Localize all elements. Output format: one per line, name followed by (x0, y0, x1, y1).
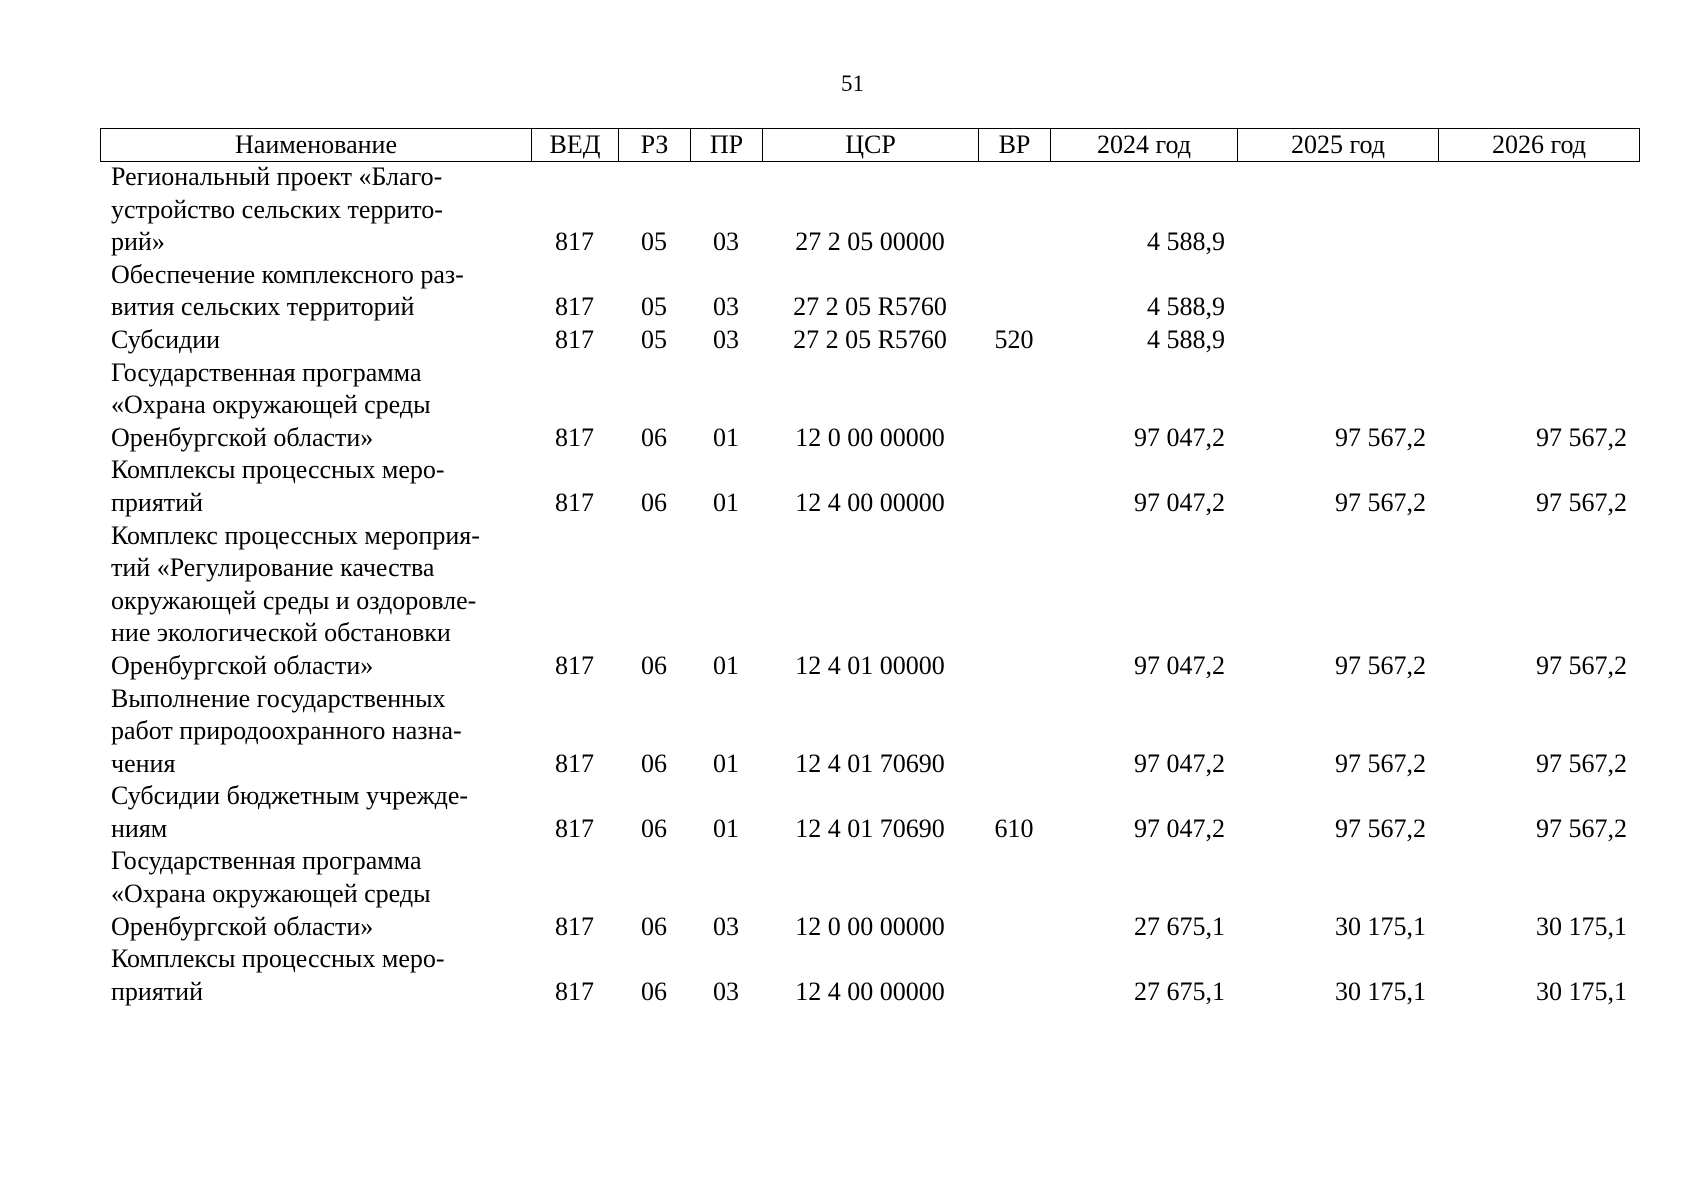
col-header-rz: РЗ (619, 129, 691, 162)
row-rz: 05 (641, 324, 667, 354)
row-rz: 05 (641, 227, 667, 257)
row-amount-2025: 97 567,2 (1335, 487, 1426, 517)
row-csr: 12 4 00 00000 (795, 487, 945, 517)
row-rz: 06 (641, 911, 667, 941)
col-header-2026: 2026 год (1439, 129, 1640, 162)
row-rz: 05 (641, 292, 667, 322)
row-amount-2026: 30 175,1 (1536, 976, 1627, 1006)
row-ved: 817 (555, 324, 594, 354)
table-row (100, 454, 1639, 519)
row-ved: 817 (555, 813, 594, 843)
row-vr (978, 520, 1050, 683)
row-amount-2026: 97 567,2 (1536, 650, 1627, 680)
row-rz: 06 (641, 487, 667, 517)
row-amount-2024: 4 588,9 (1147, 227, 1225, 257)
row-ved: 817 (555, 748, 594, 778)
row-vr (978, 683, 1050, 781)
row-amount-2024: 27 675,1 (1134, 976, 1225, 1006)
row-ved: 817 (555, 487, 594, 517)
row-csr: 27 2 05 R5760 (793, 324, 947, 354)
row-ved: 817 (555, 292, 594, 322)
table-row (100, 357, 1639, 455)
row-vr (978, 845, 1050, 943)
col-header-pr: ПР (691, 129, 763, 162)
row-pr: 01 (713, 748, 739, 778)
row-name: Обеспечение комплексного раз- вития сельских территорий (111, 259, 464, 322)
row-vr: 520 (994, 324, 1034, 354)
row-name: Региональный проект «Благо- устройство сельских террито- рий» (111, 162, 443, 257)
row-ved: 817 (555, 911, 594, 941)
row-amount-2024: 27 675,1 (1134, 911, 1225, 941)
row-amount-2026: 97 567,2 (1536, 748, 1627, 778)
row-ved: 817 (555, 976, 594, 1006)
row-ved: 817 (555, 422, 594, 452)
row-amount-2024: 4 588,9 (1147, 324, 1225, 354)
row-ved: 817 (555, 650, 594, 680)
row-pr: 03 (713, 976, 739, 1006)
row-csr: 12 4 00 00000 (795, 976, 945, 1006)
table-row (100, 520, 1639, 683)
row-pr: 01 (713, 487, 739, 517)
row-amount-2024: 4 588,9 (1147, 292, 1225, 322)
row-pr: 03 (713, 324, 739, 354)
row-name: Комплексы процессных меро- приятий (111, 455, 445, 517)
row-csr: 12 4 01 70690 (795, 813, 945, 843)
row-amount-2025 (1237, 161, 1438, 259)
row-pr: 03 (713, 292, 739, 322)
row-amount-2025: 30 175,1 (1335, 911, 1426, 941)
row-amount-2026: 97 567,2 (1536, 487, 1627, 517)
col-header-csr: ЦСР (763, 129, 979, 162)
page-number: 51 (841, 71, 864, 96)
row-amount-2026: 30 175,1 (1536, 911, 1627, 941)
table-row (100, 683, 1639, 781)
row-amount-2026 (1438, 259, 1639, 324)
row-pr: 03 (713, 227, 739, 257)
row-vr (978, 357, 1050, 455)
row-amount-2025: 97 567,2 (1335, 813, 1426, 843)
row-name: Государственная программа «Охрана окружающей среды Оренбургской области» (111, 357, 431, 452)
row-pr: 01 (713, 422, 739, 452)
row-rz: 06 (641, 748, 667, 778)
table-row (100, 259, 1639, 324)
table-row (100, 943, 1639, 1008)
row-amount-2025: 97 567,2 (1335, 748, 1426, 778)
row-amount-2025: 97 567,2 (1335, 422, 1426, 452)
row-rz: 06 (641, 650, 667, 680)
row-vr (978, 259, 1050, 324)
row-vr: 610 (994, 813, 1034, 843)
row-name: Выполнение государственных работ природоохранного назна- чения (111, 683, 462, 778)
col-header-ved: ВЕД (532, 129, 619, 162)
row-pr: 01 (713, 813, 739, 843)
row-amount-2025 (1237, 324, 1438, 357)
row-rz: 06 (641, 422, 667, 452)
col-header-name: Наименование (101, 129, 532, 162)
row-csr: 12 4 01 70690 (795, 748, 945, 778)
row-amount-2024: 97 047,2 (1134, 813, 1225, 843)
row-name: Субсидии бюджетным учрежде- ниям (111, 781, 469, 843)
row-amount-2024: 97 047,2 (1134, 748, 1225, 778)
header-row (101, 129, 1640, 162)
row-name: Государственная программа «Охрана окружающей среды Оренбургской области» (111, 846, 431, 941)
row-amount-2026: 97 567,2 (1536, 813, 1627, 843)
row-vr (978, 161, 1050, 259)
row-amount-2024: 97 047,2 (1134, 650, 1225, 680)
budget-table-body (100, 161, 1639, 1008)
row-csr: 12 0 00 00000 (795, 911, 945, 941)
row-vr (978, 454, 1050, 519)
table-row (100, 845, 1639, 943)
table-row (100, 161, 1639, 259)
col-header-vr: ВР (979, 129, 1051, 162)
col-header-2025: 2025 год (1238, 129, 1439, 162)
row-rz: 06 (641, 813, 667, 843)
row-csr: 27 2 05 00000 (795, 227, 945, 257)
row-csr: 12 4 01 00000 (795, 650, 945, 680)
row-amount-2025: 30 175,1 (1335, 976, 1426, 1006)
row-amount-2025 (1237, 259, 1438, 324)
row-csr: 12 0 00 00000 (795, 422, 945, 452)
row-pr: 03 (713, 911, 739, 941)
table-row (100, 324, 1639, 357)
row-amount-2026 (1438, 324, 1639, 357)
row-vr (978, 943, 1050, 1008)
budget-table-header (100, 128, 1640, 162)
row-amount-2024: 97 047,2 (1134, 487, 1225, 517)
row-name: Комплекс процессных мероприя- тий «Регулирование качества окружающей среды и оздоровле- ние экологической обстановки Оренбургской области» (111, 520, 480, 680)
col-header-2024: 2024 год (1051, 129, 1238, 162)
row-amount-2025: 97 567,2 (1335, 650, 1426, 680)
row-rz: 06 (641, 976, 667, 1006)
row-amount-2026 (1438, 161, 1639, 259)
row-amount-2024: 97 047,2 (1134, 422, 1225, 452)
row-csr: 27 2 05 R5760 (793, 292, 947, 322)
table-row (100, 780, 1639, 845)
row-name: Комплексы процессных меро- приятий (111, 944, 445, 1006)
row-ved: 817 (555, 227, 594, 257)
row-pr: 01 (713, 650, 739, 680)
row-amount-2026: 97 567,2 (1536, 422, 1627, 452)
row-name: Субсидии (111, 324, 221, 354)
